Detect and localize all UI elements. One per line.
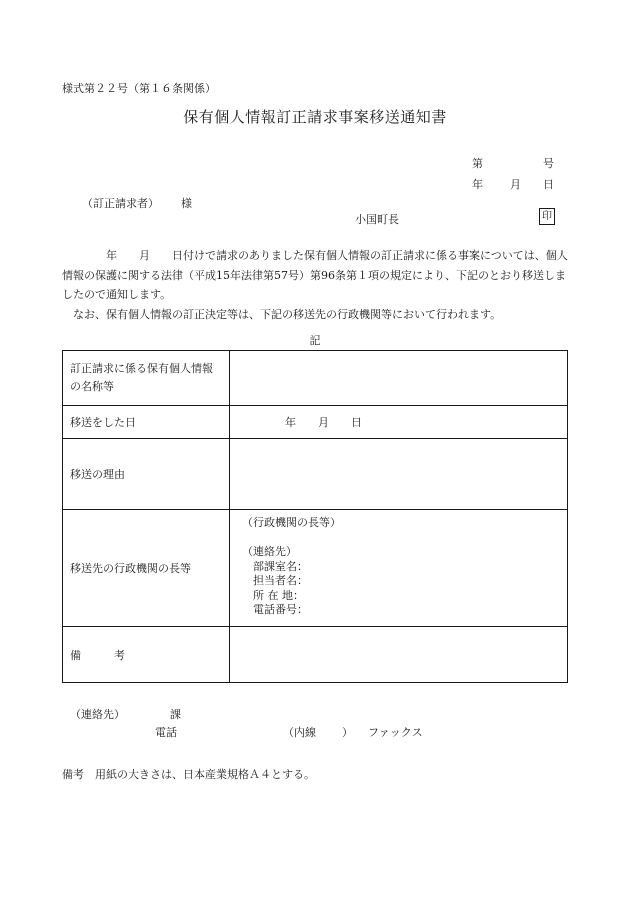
row-label-info-name: 訂正請求に係る保有個人情報の名称等: [63, 351, 230, 406]
table-row: [63, 510, 568, 627]
seal-stamp: 印: [539, 208, 555, 225]
remarks-note: 備考 用紙の大きさは、日本産業規格Ａ４とする。: [62, 768, 315, 781]
document-number-suffix: 号: [543, 157, 554, 170]
document-number-prefix: 第: [472, 157, 483, 170]
sender-name: 小国町長: [355, 213, 399, 226]
body-paragraph-2: なお、保有個人情報の訂正決定等は、下記の移送先の行政機関等において行われます。: [73, 307, 502, 321]
row-label-transfer-date: 移送をした日: [63, 406, 230, 439]
table-row: [63, 439, 568, 510]
row-value-remarks: [230, 627, 568, 683]
table-row: [63, 627, 568, 683]
table-row: [63, 406, 568, 439]
addressee-label: （訂正請求者）: [82, 197, 159, 210]
row-value-transfer-reason: [230, 439, 568, 510]
destination-contact-lines: [242, 516, 560, 618]
destination-line: 電話番号：: [242, 603, 308, 616]
date-month: 月: [510, 178, 521, 191]
table-row: [63, 351, 568, 406]
destination-line: （連絡先）: [242, 545, 297, 558]
form-number: 様式第２２号（第１６条関係）: [62, 82, 216, 95]
notice-body: [62, 246, 568, 324]
row-value-info-name: [230, 351, 568, 406]
addressee-honorific: 様: [181, 197, 192, 210]
date-day: 日: [543, 178, 554, 191]
document-title: 保有個人情報訂正請求事案移送通知書: [183, 108, 447, 126]
row-label-remarks: 備 考: [63, 627, 230, 683]
row-value-transfer-date: 年 月 日: [230, 406, 568, 439]
destination-line: 担当者名：: [242, 574, 308, 587]
body-paragraph-1: 年 月 日付けで請求のありました保有個人情報の訂正請求に係る事案については、個人情報の保護に関する法律（平成15年法律第57号）第96条第１項の規定により、下記のとおり移送しましたので通知します。: [62, 249, 568, 301]
date-year: 年: [472, 178, 483, 191]
ki-heading: 記: [309, 334, 321, 347]
row-value-destination: [230, 510, 568, 627]
destination-line: [242, 531, 560, 546]
destination-line: 部課室名：: [242, 559, 308, 573]
contact-phone: 電話: [155, 726, 177, 739]
contact-label: （連絡先）: [70, 708, 125, 721]
contact-extension-open: （内線: [283, 726, 316, 739]
destination-line: 所 在 地：: [242, 588, 304, 602]
contact-fax: ファックス: [368, 726, 423, 739]
contact-section: 課: [170, 708, 181, 721]
destination-line: （行政機関の長等）: [242, 516, 341, 529]
contact-extension-close: ）: [342, 726, 353, 739]
transfer-details-table: [62, 350, 568, 683]
row-label-transfer-reason: 移送の理由: [63, 439, 230, 510]
row-label-destination: 移送先の行政機関の長等: [63, 510, 230, 627]
